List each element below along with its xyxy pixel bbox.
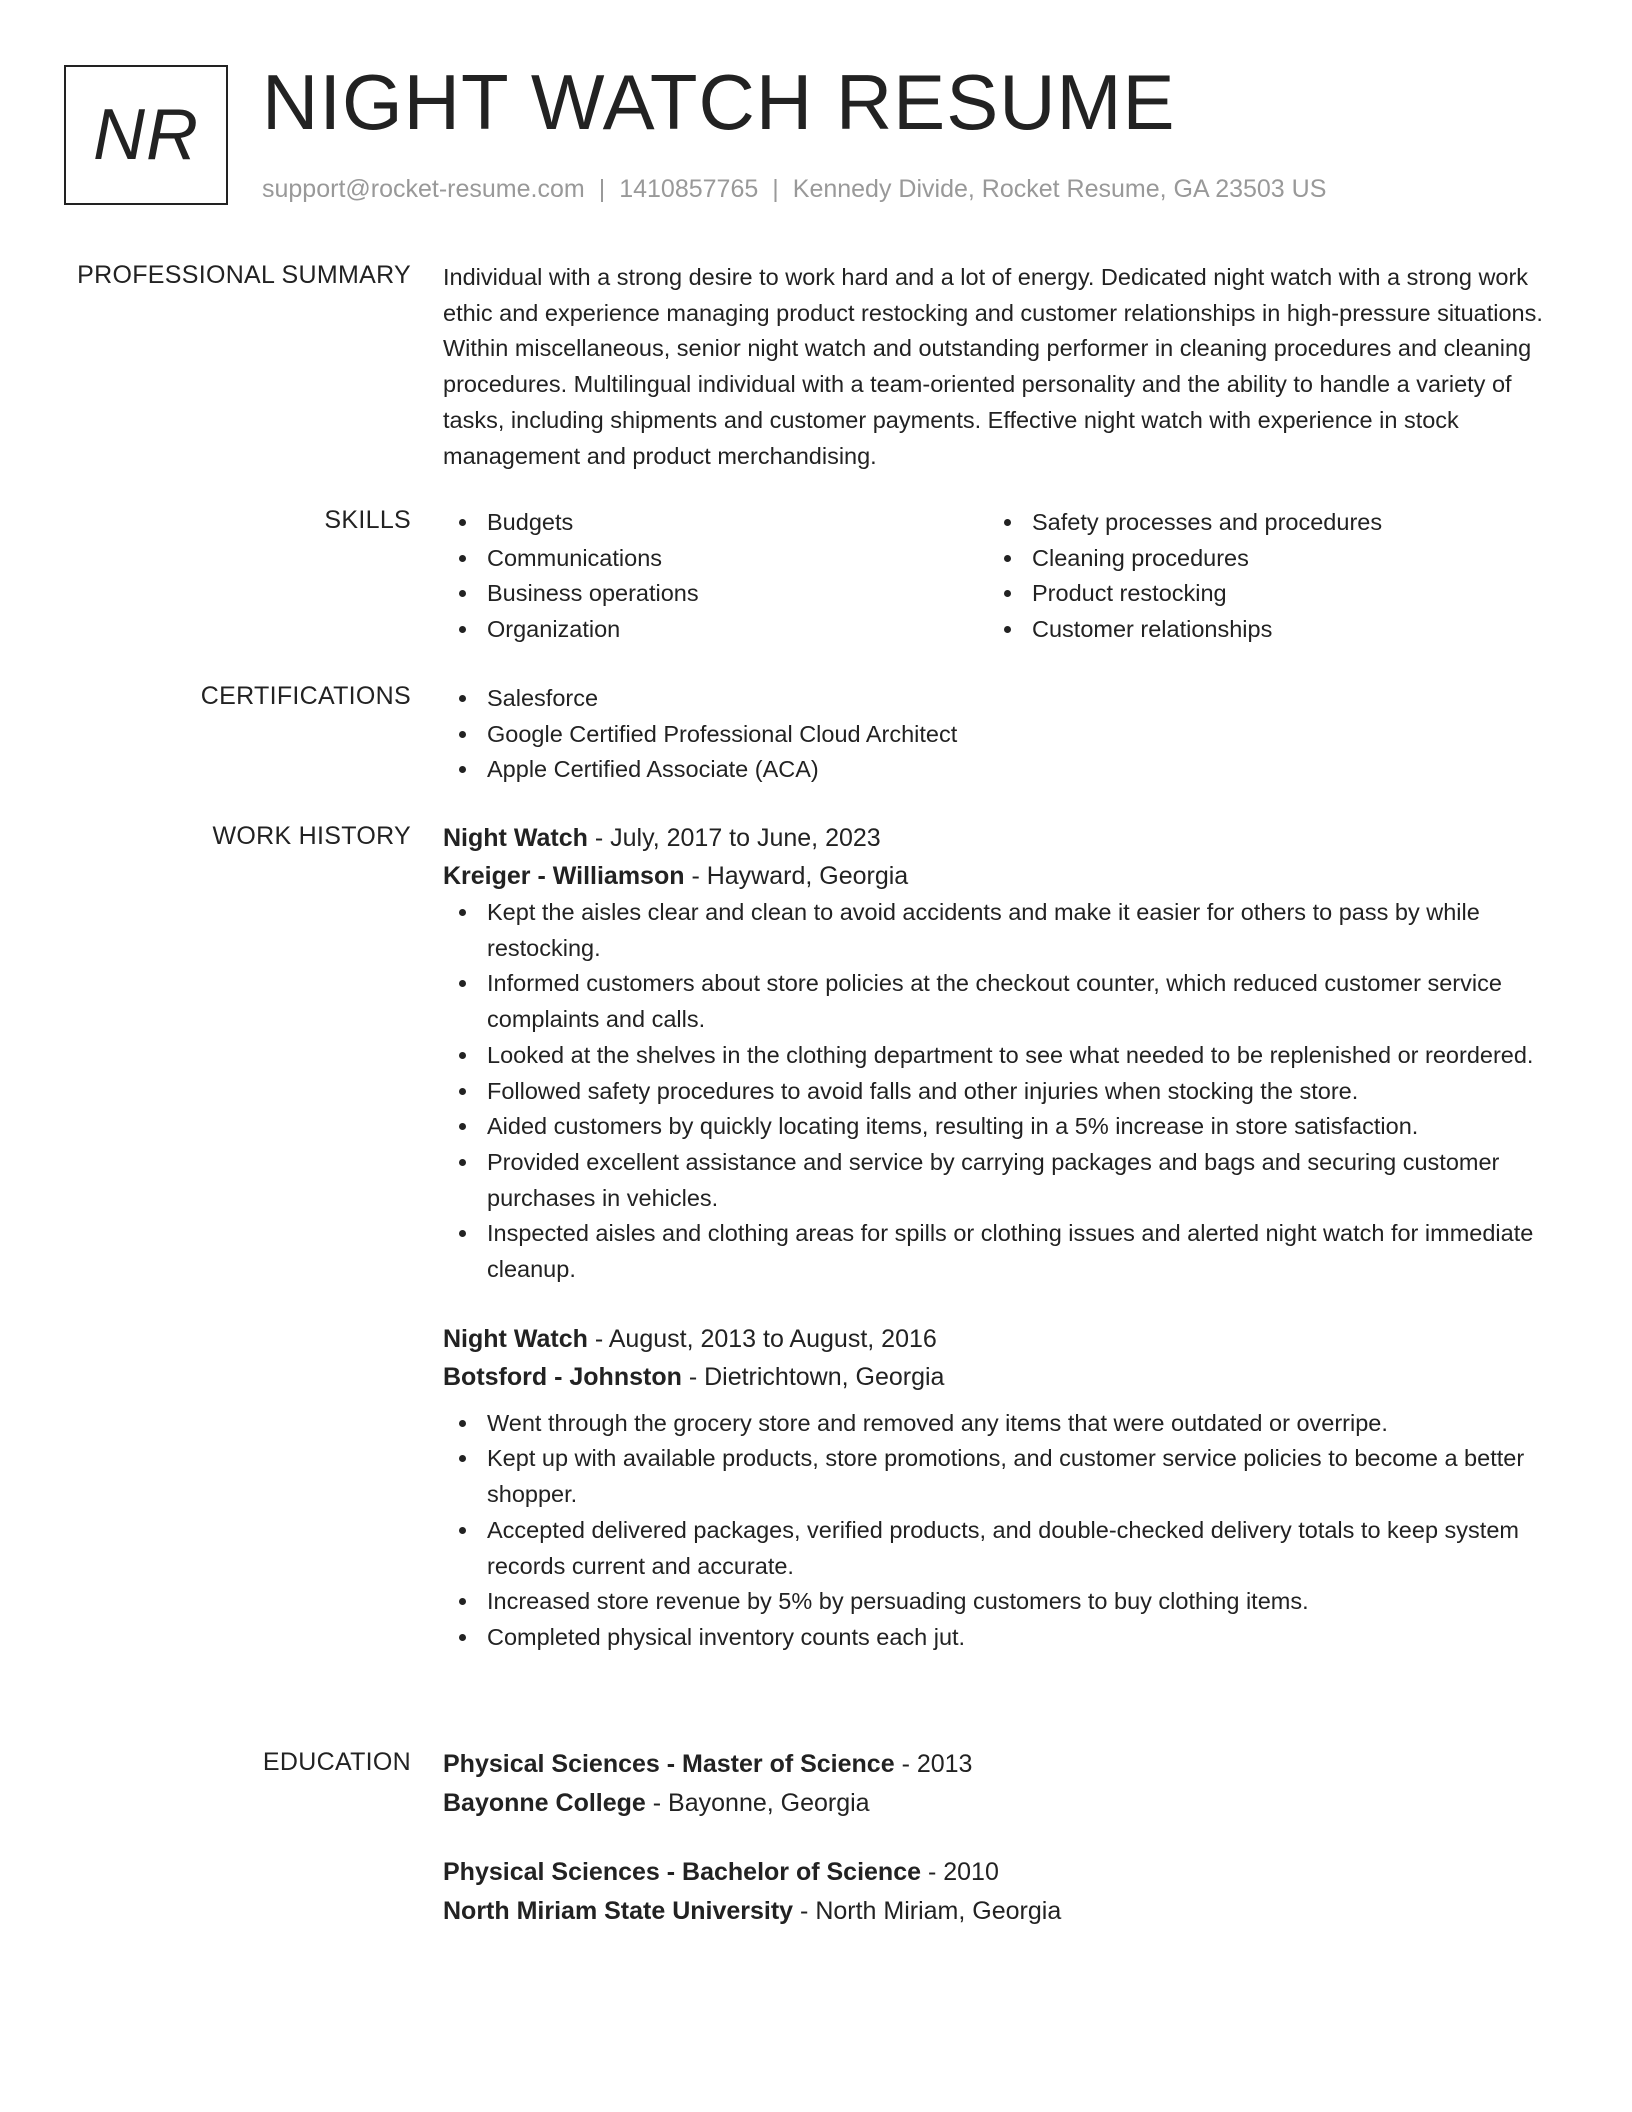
job-bullet: Went through the grocery store and removed any items that were outdated or overripe. — [443, 1406, 1553, 1442]
contact-email[interactable]: support@rocket-resume.com — [262, 175, 585, 203]
resume-name: NIGHT WATCH RESUME — [262, 58, 1176, 146]
certification-item: Apple Certified Associate (ACA) — [443, 752, 1553, 788]
job-company-line — [443, 1358, 1553, 1396]
job-bullet: Kept the aisles clear and clean to avoid accidents and make it easier for others to pass by while restocking. — [443, 895, 1553, 966]
monogram-logo — [64, 65, 228, 205]
education-location: - North Miriam, Georgia — [800, 1897, 1062, 1925]
education-year: - 2013 — [901, 1750, 973, 1778]
job-title-line — [443, 1320, 1553, 1358]
job-bullet: Aided customers by quickly locating items, resulting in a 5% increase in store satisfaction. — [443, 1109, 1553, 1145]
skills-grid — [443, 505, 1553, 648]
job-bullet-list — [443, 1406, 1553, 1656]
job-dates: - July, 2017 to June, 2023 — [594, 824, 881, 852]
skill-item: Customer relationships — [988, 612, 1533, 648]
contact-line — [262, 174, 1326, 204]
skill-item: Organization — [443, 612, 988, 648]
job-dates: - August, 2013 to August, 2016 — [594, 1324, 937, 1353]
job-bullet: Accepted delivered packages, verified products, and double-checked delivery totals to keep system records current and accurate. — [443, 1513, 1553, 1584]
section-label-skills: SKILLS — [324, 506, 411, 534]
job-company: Kreiger - Williamson — [443, 862, 685, 890]
certifications-body — [443, 681, 1553, 788]
education-body — [443, 1745, 1553, 1931]
skill-item: Communications — [443, 541, 988, 577]
education-entry — [443, 1745, 1553, 1823]
skills-body — [443, 505, 1553, 648]
job-bullet: Followed safety procedures to avoid falls and other injuries when stocking the store. — [443, 1074, 1553, 1110]
certifications-list — [443, 681, 1553, 788]
job-bullet: Completed physical inventory counts each jut. — [443, 1620, 1553, 1656]
section-label-work-history: WORK HISTORY — [212, 822, 411, 850]
certification-item: Salesforce — [443, 681, 1553, 717]
section-label-certifications: CERTIFICATIONS — [200, 682, 411, 710]
job-bullet: Provided excellent assistance and service by carrying packages and bags and securing customer purchases in vehicles. — [443, 1145, 1553, 1216]
job-bullet: Inspected aisles and clothing areas for spills or clothing issues and alerted night watch for immediate cleanup. — [443, 1216, 1553, 1287]
monogram-text: NR — [93, 95, 199, 175]
education-school-line — [443, 1892, 1553, 1931]
education-entry — [443, 1853, 1553, 1931]
skills-column-right — [988, 505, 1533, 648]
job-location: - Dietrichtown, Georgia — [688, 1362, 945, 1391]
job-company-line — [443, 857, 1553, 895]
job-bullet-list — [443, 895, 1553, 1288]
education-year: - 2010 — [927, 1858, 999, 1886]
job-entry — [443, 819, 1553, 1288]
contact-address: Kennedy Divide, Rocket Resume, GA 23503 US — [792, 175, 1327, 203]
education-school-line — [443, 1784, 1553, 1823]
skill-item: Cleaning procedures — [988, 541, 1533, 577]
job-title-line — [443, 819, 1553, 857]
education-degree-line — [443, 1853, 1553, 1892]
contact-separator: | — [598, 175, 606, 203]
job-company: Botsford - Johnston — [443, 1362, 682, 1391]
summary-text: Individual with a strong desire to work hard and a lot of energy. Dedicated night watch with a strong work ethic and experience managing product restocking and customer relationships in high-pressure situations. Within miscellaneous, senior night watch and outstanding performer in cleaning procedures and cleaning procedures. Multilingual individual with a team-oriented personality and the ability to handle a variety of tasks, including shipments and customer payments. Effective night watch with experience in stock management and product merchandising. — [443, 264, 1543, 469]
skill-item: Safety processes and procedures — [988, 505, 1533, 541]
summary-body — [443, 260, 1553, 474]
contact-separator: | — [772, 175, 779, 203]
education-degree: Physical Sciences - Master of Science — [443, 1750, 895, 1778]
certification-item: Google Certified Professional Cloud Architect — [443, 717, 1553, 753]
job-bullet: Kept up with available products, store promotions, and customer service policies to become a better shopper. — [443, 1441, 1553, 1512]
education-school: Bayonne College — [443, 1789, 646, 1817]
section-label-summary: PROFESSIONAL SUMMARY — [77, 261, 411, 289]
education-degree-line — [443, 1745, 1553, 1784]
job-bullet: Increased store revenue by 5% by persuading customers to buy clothing items. — [443, 1584, 1553, 1620]
skill-item: Budgets — [443, 505, 988, 541]
job-location: - Hayward, Georgia — [691, 862, 909, 890]
education-degree: Physical Sciences - Bachelor of Science — [443, 1858, 922, 1886]
work-history-body — [443, 819, 1553, 1656]
job-bullet: Informed customers about store policies at the checkout counter, which reduced customer service complaints and calls. — [443, 966, 1553, 1037]
job-bullet: Looked at the shelves in the clothing department to see what needed to be replenished or reordered. — [443, 1038, 1553, 1074]
section-label-education: EDUCATION — [262, 1748, 411, 1776]
education-location: - Bayonne, Georgia — [652, 1789, 870, 1817]
education-school: North Miriam State University — [443, 1897, 794, 1925]
job-title: Night Watch — [443, 1324, 588, 1353]
skill-item: Business operations — [443, 576, 988, 612]
job-title: Night Watch — [443, 824, 588, 852]
skill-item: Product restocking — [988, 576, 1533, 612]
job-entry — [443, 1320, 1553, 1656]
contact-phone[interactable]: 1410857765 — [619, 175, 759, 203]
skills-column-left — [443, 505, 988, 648]
